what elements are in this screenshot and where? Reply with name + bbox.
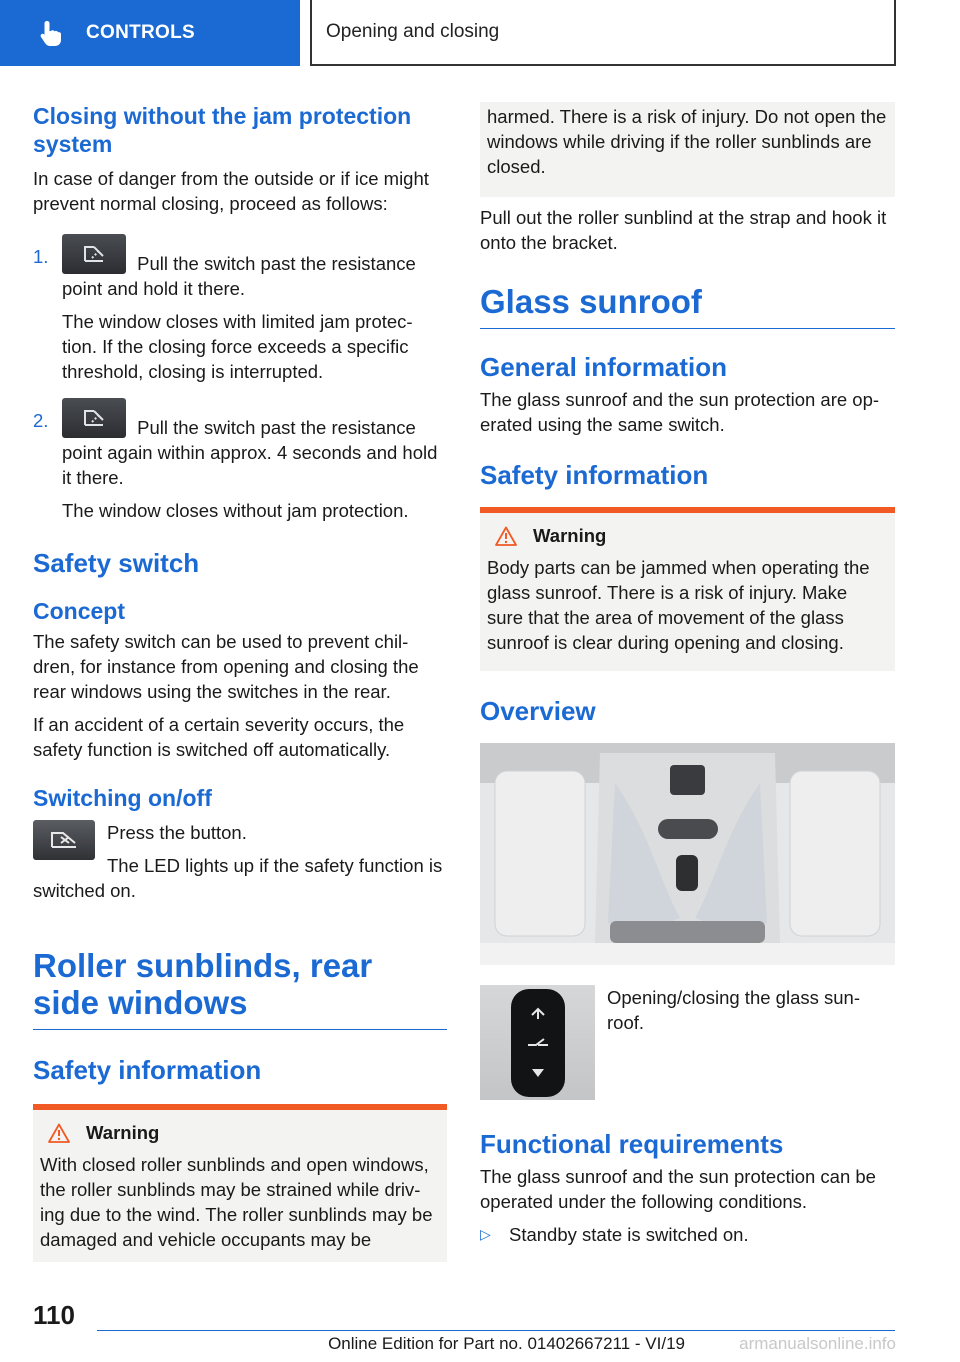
sunroof-switch-illustration: [480, 985, 595, 1100]
safety-switch-heading: Safety switch: [33, 548, 200, 578]
warning-label: Warning: [86, 1122, 160, 1143]
watermark: armanualsonline.info: [739, 1334, 896, 1353]
roller-warning-continued: harmed. There is a risk of injury. Do not open the windows while driving if the roller sunblinds are closed.: [487, 106, 887, 177]
step-2-note: The window closes without jam protection.: [62, 500, 409, 521]
warning-label: Warning: [533, 525, 607, 546]
glass-warning: [480, 507, 895, 671]
roller-warning-text: With closed roller sunblinds and open windows, the roller sunblinds may be strained while driv- ing due to the wind. The roller sunblinds may be damaged and vehicle occupants may be: [40, 1154, 433, 1250]
functional-text: The glass sunroof and the sun protection can be operated under the following conditions.: [480, 1166, 876, 1212]
page-number: 110: [33, 1300, 75, 1330]
switching-block: [33, 820, 447, 903]
safety-info-heading: Safety information: [480, 460, 709, 490]
triangle-right-icon: ▷: [480, 1226, 491, 1242]
controls-tab-label: CONTROLS: [86, 22, 196, 43]
step-2: [33, 398, 447, 523]
roller-warning: [33, 1104, 447, 1262]
concept-p1: The safety switch can be used to prevent chil- dren, for instance from opening and closing the rear windows using the switches in the rear.: [33, 631, 419, 702]
hand-pointer-icon: [38, 19, 64, 47]
warning-title: [48, 1122, 440, 1144]
right-column: [480, 102, 895, 1247]
overview-heading: Overview: [480, 696, 596, 726]
switching-p2: The LED lights up if the safety function is switched on.: [33, 855, 443, 901]
functional-heading: Functional requirements: [480, 1129, 784, 1159]
safety-switch-icon: [49, 829, 79, 851]
general-info-text: The glass sunroof and the sun protection are op- erated using the same switch.: [480, 389, 880, 435]
page-header: [0, 0, 960, 66]
safety-switch-button-image: [33, 820, 95, 860]
list-item-text: Standby state is switched on.: [509, 1224, 749, 1245]
step-2-text: Pull the switch past the resistance point again within approx. 4 seconds and hold it there.: [62, 417, 438, 488]
step-text: [62, 234, 447, 301]
overhead-console-illustration: [480, 743, 895, 965]
warning-triangle-icon: [495, 526, 517, 546]
edition-text: Online Edition for Part no. 01402667211 - VI/19: [328, 1334, 685, 1353]
window-switch-icon: [62, 398, 126, 438]
sunroof-switch-photo: [480, 985, 595, 1100]
list-item: [480, 1222, 895, 1247]
switching-p1: Press the button.: [107, 822, 247, 843]
left-column: [33, 100, 447, 1262]
section-title: Opening and closing: [310, 0, 896, 66]
step-1-text: Pull the switch past the resistance point and hold it there.: [62, 253, 416, 299]
warning-box: [480, 513, 895, 671]
overhead-console-photo: [480, 743, 895, 965]
step-1-note: The window closes with limited jam protec- tion. If the closing force exceeds a specific threshold, closing is interrupted.: [62, 311, 413, 382]
warning-triangle-icon: [48, 1123, 70, 1143]
closing-intro: In case of danger from the outside or if ice might prevent normal closing, proceed as follows:: [33, 168, 429, 214]
general-info-heading: General information: [480, 352, 728, 382]
glass-warning-text: Body parts can be jammed when operating the glass sunroof. There is a risk of injury. Make sure that the area of movement of the glass sunroof is clear during opening and closing.: [487, 557, 870, 653]
concept-p2: If an accident of a certain severity occurs, the safety function is switched off automatically.: [33, 714, 405, 760]
step-text: [62, 398, 447, 490]
switching-heading: Switching on/off: [33, 785, 212, 811]
step-number: 2.: [33, 410, 49, 431]
warning-box: [33, 1110, 447, 1262]
concept-heading: Concept: [33, 598, 125, 624]
window-switch-icon: [62, 234, 126, 274]
roller-safety-heading: Safety information: [33, 1055, 262, 1085]
step-1: [33, 234, 447, 384]
warning-title: [495, 525, 888, 547]
switch-caption: Opening/closing the glass sun- roof.: [607, 987, 860, 1033]
glass-sunroof-heading: Glass sunroof: [480, 283, 895, 329]
switch-caption-row: [480, 985, 895, 1100]
controls-tab[interactable]: [0, 0, 300, 66]
footer-rule: [97, 1330, 895, 1331]
step-number: 1.: [33, 246, 49, 267]
closing-heading: Closing without the jam protection system: [33, 103, 412, 157]
pull-out-text: Pull out the roller sunblind at the strap and hook it onto the bracket.: [480, 207, 887, 253]
roller-heading: Roller sunblinds, rear side windows: [33, 947, 447, 1030]
warning-box-continued: [480, 102, 895, 197]
